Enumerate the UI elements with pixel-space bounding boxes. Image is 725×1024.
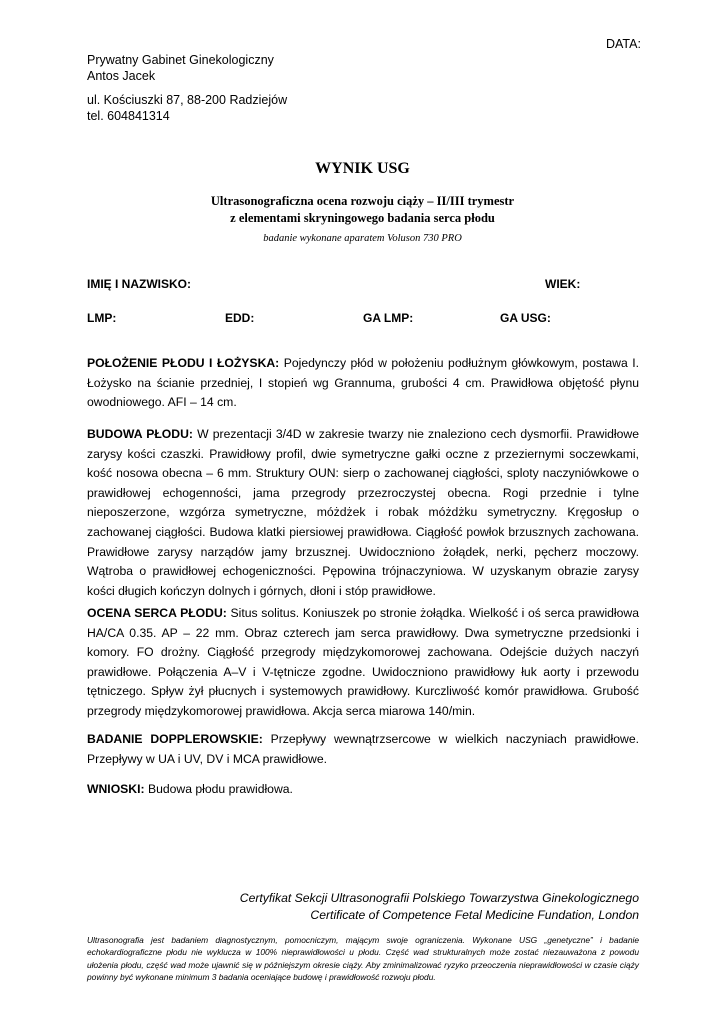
certificate-line-1: Certyfikat Sekcji Ultrasonografii Polskiego Towarzystwa Ginekologicznego: [239, 891, 639, 905]
field-name-label: IMIĘ I NAZWISKO:: [87, 277, 191, 291]
section-conclusions-heading: WNIOSKI:: [87, 782, 145, 796]
clinic-name: Prywatny Gabinet Ginekologiczny: [87, 53, 274, 67]
field-edd-label: EDD:: [225, 311, 255, 325]
section-position-heading: POŁOŻENIE PŁODU I ŁOŻYSKA:: [87, 356, 280, 370]
section-position: [87, 354, 639, 413]
clinic-doctor: Antos Jacek: [87, 69, 156, 83]
section-doppler-heading: BADANIE DOPPLEROWSKIE:: [87, 732, 263, 746]
field-ga-lmp-label: GA LMP:: [363, 311, 414, 325]
certificate-line-2: Certificate of Competence Fetal Medicine Fundation, London: [310, 908, 639, 922]
section-heart: [87, 604, 639, 722]
section-heart-heading: OCENA SERCA PŁODU:: [87, 606, 227, 620]
section-heart-text: Situs solitus. Koniuszek po stronie żołądka. Wielkość i oś serca prawidłowa HA/CA 0.35. AP – 22 mm. Obraz czterech jam serca prawidłowy. Dwa symetryczne przedsionki i komory. FO drożny. Ciągłość przegrody międzykomorowej zachowana. Odejście dużych naczyń prawidłowe. Połączenia A–V i V-tętnicze zgodne. Uwidoczniono prawidłowy łuk aorty i przewodu tętniczego. Spływ żył płucnych i systemowych prawidłowy. Kurczliwość komór prawidłowa. Grubość przegrody międzykomorowej prawidłowa. Akcja serca miarowa 140/min.: [87, 606, 639, 718]
section-conclusions: [87, 780, 639, 800]
section-doppler: [87, 730, 639, 769]
subtitle-line-1: Ultrasonograficzna ocena rozwoju ciąży – II/III trymestr: [210, 194, 515, 208]
section-conclusions-text: Budowa płodu prawidłowa.: [147, 782, 293, 796]
section-fetal-anatomy: [87, 425, 639, 601]
section-position-text: Pojedynczy płód w położeniu podłużnym główkowym, postawa I. Łożysko na ścianie przedniej, I stopień wg Grannuma, grubości 4 cm. Prawidłowa objętość płynu owodniowego. AFI – 14 cm.: [87, 356, 639, 410]
field-ga-usg-label: GA USG:: [500, 311, 551, 325]
section-fetal-anatomy-heading: BUDOWA PŁODU:: [87, 427, 193, 441]
device-note: badanie wykonane aparatem Voluson 730 PRO: [263, 233, 462, 244]
document-title: WYNIK USG: [315, 160, 410, 177]
disclaimer: Ultrasonografia jest badaniem diagnostycznym, pomocniczym, mającym swoje ograniczenia. Wykonane USG „genetyczne” i badanie echokardiograficzne płodu nie wyklucza w 100% nieprawidłowości u płodu. Część wad strukturalnych może zostać niezauważona z powodu ułożenia płodu, część wad może ujawnić się w późniejszym okresie ciąży. Aby zminimalizować ryzyko przeoczenia nieprawidłowości w czasie ciąży powinny być wykonane minimum 3 badania oceniające budowę i prawidłowość rozwoju płodu.: [87, 935, 639, 983]
date-label: DATA:: [606, 37, 641, 51]
subtitle-line-2: z elementami skryningowego badania serca płodu: [230, 211, 495, 225]
field-age-label: WIEK:: [545, 277, 581, 291]
clinic-phone: tel. 604841314: [87, 109, 170, 123]
field-lmp-label: LMP:: [87, 311, 117, 325]
section-doppler-text: Przepływy wewnątrzsercowe w wielkich naczyniach prawidłowe. Przepływy w UA i UV, DV i MCA prawidłowe.: [87, 732, 639, 766]
clinic-address: ul. Kościuszki 87, 88-200 Radziejów: [87, 93, 288, 107]
section-fetal-anatomy-text: W prezentacji 3/4D w zakresie twarzy nie znaleziono cech dysmorfii. Prawidłowe zarysy kości czaszki. Prawidłowy profil, dwie symetryczne gałki oczne z przeziernymi soczewkami, kość nosowa obecna – 6 mm. Struktury OUN: sierp o zachowanej ciągłości, sploty naczyniówkowe o prawidłowej echogenności, jama przegrody przezroczystej obecna. Rogi przednie i tylne nieposzerzone, wzgórza symetryczne, móżdżek i robak móżdżku symetryczny. Kręgosłup o zachowanej ciągłości. Budowa klatki piersiowej prawidłowa. Ciągłość powłok brzusznych zachowana. Prawidłowe zarysy narządów jamy brzusznej. Uwidoczniono żołądek, nerki, pęcherz moczowy. Wątroba o prawidłowej echogeniczności. Pępowina trójnaczyniowa. W uzyskanym obrazie zarysy kości długich kończyn dolnych i górnych, dłoni i stóp prawidłowe.: [87, 427, 639, 598]
